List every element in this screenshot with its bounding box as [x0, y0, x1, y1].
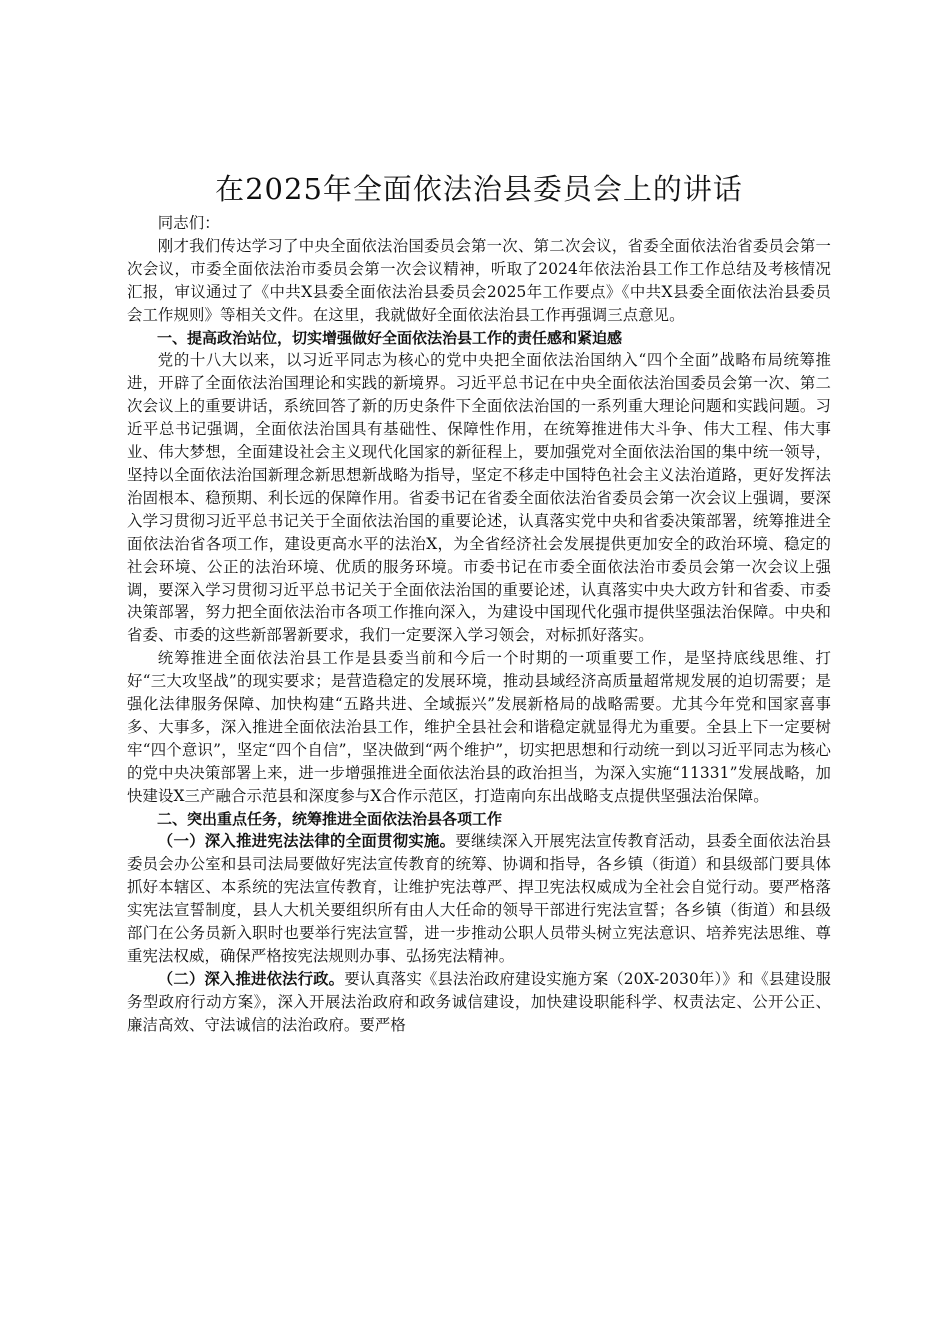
document-page — [127, 166, 831, 1037]
section1-paragraph-1: 党的十八大以来，以习近平同志为核心的党中央把全面依法治国纳入“四个全面”战略布局统筹推进，开辟了全面依法治国理论和实践的新境界。习近平总书记在中央全面依法治国委员会第一次、第二次会议上的重要讲话，系统回答了新的历史条件下全面依法治国的一系列重大理论问题和实践问题。习近平总书记强调，全面依法治国具有基础性、保障性作用，在统筹推进伟大斗争、伟大工程、伟大事业、伟大梦想，全面建设社会主义现代化国家的新征程上，要加强党对全面依法治国的集中统一领导，坚持以全面依法治国新理念新思想新战略为指导，坚定不移走中国特色社会主义法治道路，更好发挥法治固根本、稳预期、利长远的保障作用。省委书记在省委全面依法治省委员会第一次会议上强调，要深入学习贯彻习近平总书记关于全面依法治国的重要论述，认真落实党中央和省委决策部署，统筹推进全面依法治省各项工作，建设更高水平的法治X，为全省经济社会发展提供更加安全的政治环境、稳定的社会环境、公正的法治环境、优质的服务环境。市委书记在市委全面依法治市委员会第一次会议上强调，要深入学习贯彻习近平总书记关于全面依法治国的重要论述，认真落实中央大政方针和省委、市委决策部署，努力把全面依法治市各项工作推向深入，为建设中国现代化强市提供坚强法治保障。中央和省委、市委的这些新部署新要求，我们一定要深入学习领会，对标抓好落实。 — [127, 351, 831, 645]
subsection-1-body: 要继续深入开展宪法宣传教育活动，县委全面依法治县委员会办公室和县司法局要做好宪法宣传教育的统筹、协调和指导，各乡镇（街道）和县级部门要具体抓好本辖区、本系统的宪法宣传教育，让维护宪法尊严、捍卫宪法权威成为全社会自觉行动。要严格落实宪法宣誓制度，县人大机关要组织所有由人大任命的领导干部进行宪法宣誓；各乡镇（街道）和县级部门在公务员新入职时也要举行宪法宣誓，进一步推动公职人员带头树立宪法意识、培养宪法思维、尊重宪法权威，确保严格按宪法规则办事、弘扬宪法精神。 — [127, 832, 831, 965]
subsection-2-heading: （二）深入推进依法行政。 — [157, 969, 345, 988]
intro-paragraph: 刚才我们传达学习了中央全面依法治国委员会第一次、第二次会议，省委全面依法治省委员会第一次会议，市委全面依法治市委员会第一次会议精神，听取了2024年依法治县工作工作总结及考核情况汇报，审议通过了《中共X县委全面依法治县委员会2025年工作要点》《中共X县委全面依法治县委员会工作规则》等相关文件。在这里，我就做好全面依法治县工作再强调三点意见。 — [127, 236, 831, 324]
subsection-2-body: 要认真落实《县法治政府建设实施方案（20X-2030年）》和《县建设服务型政府行动方案》，深入开展法治政府和政务诚信建设，加快建设职能科学、权责法定、公开公正、廉洁高效、守法诚信的法治政府。要严格 — [127, 969, 831, 1034]
subsection-1-heading: （一）深入推进宪法法律的全面贯彻实施。 — [157, 832, 456, 851]
document-title: 在2025年全面依法治县委员会上的讲话 — [215, 172, 743, 206]
subsection-1-paragraph — [127, 830, 831, 967]
section-heading-1: 一、提高政治站位，切实增强做好全面依法治县工作的责任感和紧迫感 — [157, 328, 623, 347]
subsection-2-paragraph — [127, 968, 831, 1037]
section-heading-2: 二、突出重点任务，统筹推进全面依法治县各项工作 — [157, 809, 503, 828]
salutation: 同志们： — [157, 214, 220, 232]
section1-paragraph-2: 统筹推进全面依法治县工作是县委当前和今后一个时期的一项重要工作，是坚持底线思维、打好“三大攻坚战”的现实要求；是营造稳定的发展环境，推动县域经济高质量超常规发展的迫切需要；是强化法律服务保障、加快构建“五路共进、全域振兴”发展新格局的战略需要。尤其今年党和国家喜事多、大事多，深入推进全面依法治县工作，维护全县社会和谐稳定就显得尤为重要。全县上下一定要树牢“四个意识”，坚定“四个自信”，坚决做到“两个维护”，切实把思想和行动统一到以习近平同志为核心的党中央决策部署上来，进一步增强推进全面依法治县的政治担当，为深入实施“11331”发展战略，加快建设X三产融合示范县和深度参与X合作示范区，打造南向东出战略支点提供坚强法治保障。 — [127, 649, 831, 805]
